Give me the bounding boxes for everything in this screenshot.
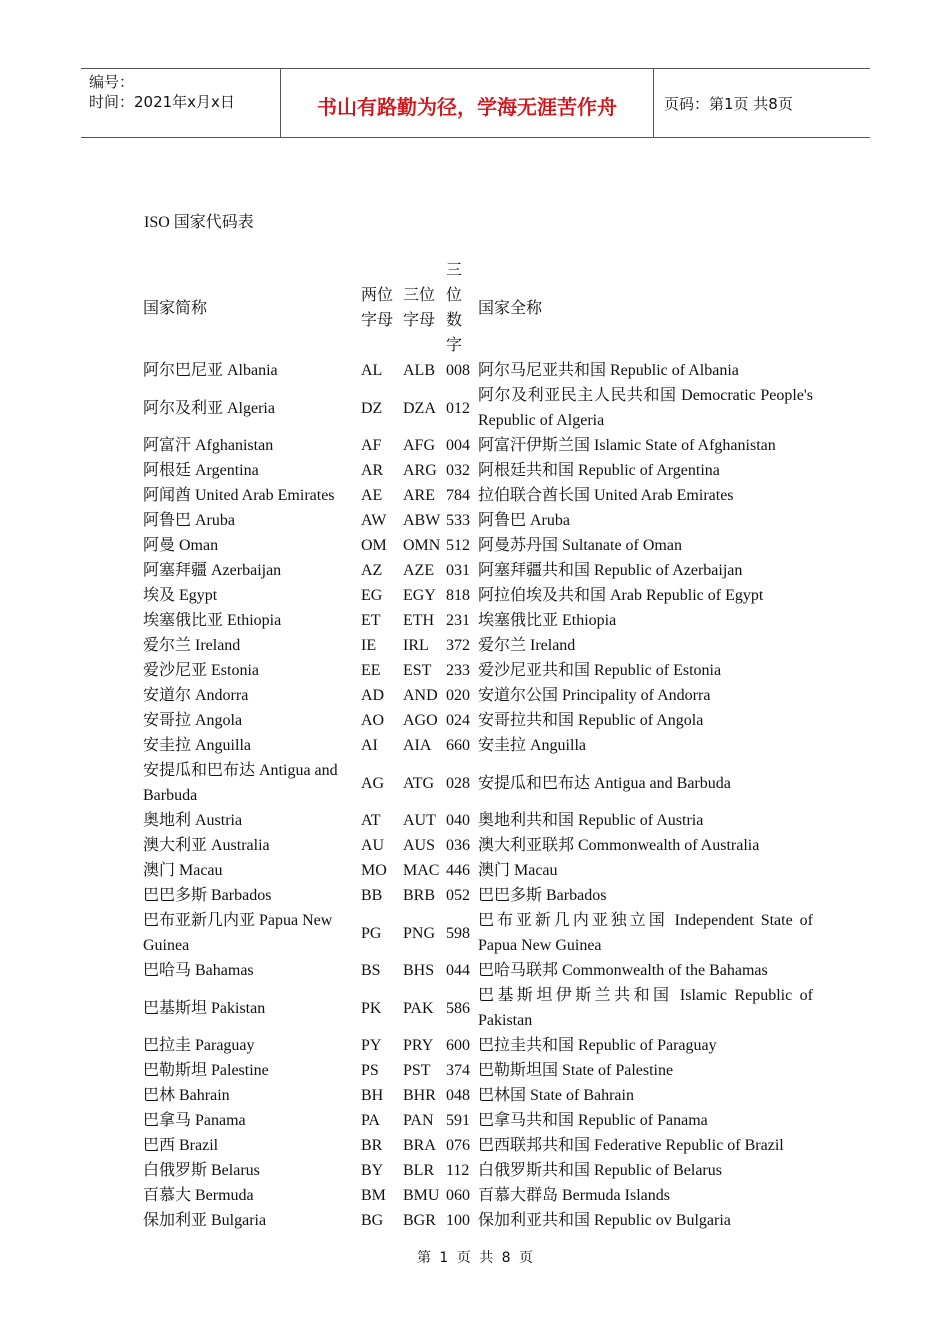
- header-numeric: 三位数字: [446, 262, 463, 354]
- cell-alpha3: ARE: [403, 487, 435, 504]
- cell-full-name: 巴勒斯坦国 State of Palestine: [478, 1062, 674, 1079]
- cell-alpha3: IRL: [403, 637, 429, 654]
- cell-alpha2: AI: [361, 737, 378, 754]
- header-short-name: 国家简称: [143, 299, 208, 317]
- cell-alpha2: AW: [361, 512, 387, 529]
- cell-short-name: 阿闻酋 United Arab Emirates: [143, 487, 335, 504]
- cell-short-name: 爱沙尼亚 Estonia: [143, 662, 259, 679]
- cell-numeric: 231: [446, 612, 470, 629]
- cell-numeric: 591: [446, 1112, 470, 1129]
- cell-alpha2: PS: [361, 1062, 379, 1079]
- cell-alpha3: EST: [403, 662, 432, 679]
- document-title: ISO 国家代码表: [144, 214, 254, 231]
- cell-alpha2: AE: [361, 487, 383, 504]
- cell-alpha2: BM: [361, 1187, 386, 1204]
- cell-short-name: 阿鲁巴 Aruba: [143, 512, 235, 529]
- header-alpha3: 三位字母: [403, 287, 436, 329]
- cell-numeric: 784: [446, 487, 470, 504]
- page-footer: 第 1 页 共 8 页: [416, 1250, 534, 1266]
- cell-full-name: 巴拉圭共和国 Republic of Paraguay: [478, 1037, 717, 1054]
- cell-full-name: 澳大利亚联邦 Commonwealth of Australia: [478, 837, 760, 854]
- cell-short-name: 安哥拉 Angola: [143, 712, 243, 729]
- cell-full-name: 阿根廷共和国 Republic of Argentina: [478, 462, 720, 479]
- table-row: [143, 983, 813, 1033]
- cell-short-name: 澳大利亚 Australia: [143, 837, 270, 854]
- cell-alpha2: BH: [361, 1087, 384, 1104]
- cell-alpha2: PY: [361, 1037, 382, 1054]
- cell-numeric: 040: [446, 812, 470, 829]
- cell-alpha2: DZ: [361, 399, 383, 417]
- table-row: [143, 1208, 813, 1233]
- cell-short-name: 奥地利 Austria: [143, 812, 243, 829]
- cell-alpha2: AZ: [361, 562, 383, 579]
- cell-alpha2: OM: [361, 537, 387, 554]
- cell-numeric: 600: [446, 1037, 470, 1054]
- serial-label: 编号：: [89, 73, 135, 91]
- cell-alpha3: AND: [403, 687, 438, 704]
- cell-numeric: 060: [446, 1187, 470, 1204]
- cell-full-name: 奥地利共和国 Republic of Austria: [478, 812, 704, 829]
- table-row: [143, 533, 813, 558]
- cell-full-name: 巴林国 State of Bahrain: [478, 1087, 634, 1104]
- cell-alpha3: OMN: [403, 537, 441, 554]
- table-row: [143, 758, 813, 808]
- cell-short-name: 安圭拉 Anguilla: [143, 737, 251, 754]
- cell-short-name: 巴哈马 Bahamas: [143, 962, 254, 979]
- page-header: [81, 68, 870, 138]
- table-row: [143, 808, 813, 833]
- header-alpha2: 两位字母: [361, 287, 394, 329]
- cell-alpha2: BB: [361, 887, 383, 904]
- cell-full-name: 拉伯联合酋长国 United Arab Emirates: [478, 487, 734, 504]
- cell-alpha3: AIA: [403, 737, 432, 754]
- cell-full-name: 百慕大群岛 Bermuda Islands: [478, 1187, 670, 1204]
- cell-numeric: 586: [446, 999, 470, 1017]
- table-row: [143, 358, 813, 383]
- cell-full-name: 阿鲁巴 Aruba: [478, 512, 570, 529]
- cell-numeric: 818: [446, 587, 470, 604]
- cell-numeric: 020: [446, 687, 470, 704]
- cell-short-name: 阿曼 Oman: [143, 537, 219, 554]
- table-row: [143, 508, 813, 533]
- header-page-info: 页码：第1页 共8页: [664, 94, 793, 113]
- cell-full-name: 保加利亚共和国 Republic ov Bulgaria: [478, 1212, 731, 1229]
- cell-short-name: 阿尔及利亚 Algeria: [143, 399, 275, 417]
- cell-short-name: 巴巴多斯 Barbados: [143, 887, 272, 904]
- table-row: [143, 1108, 813, 1133]
- cell-alpha2: AD: [361, 687, 385, 704]
- table-body: [143, 358, 813, 1233]
- cell-numeric: 004: [446, 437, 470, 454]
- table-row: [143, 1083, 813, 1108]
- table-row: [143, 1058, 813, 1083]
- cell-full-name: 阿塞拜疆共和国 Republic of Azerbaijan: [478, 562, 743, 579]
- cell-numeric: 372: [446, 637, 470, 654]
- cell-numeric: 008: [446, 362, 470, 379]
- cell-alpha3: BMU: [403, 1187, 440, 1204]
- cell-full-name: 安提瓜和巴布达 Antigua and Barbuda: [478, 774, 731, 792]
- cell-short-name: 澳门 Macau: [143, 862, 223, 879]
- cell-short-name: 百慕大 Bermuda: [143, 1187, 254, 1204]
- cell-numeric: 374: [446, 1062, 470, 1079]
- cell-alpha2: AL: [361, 362, 383, 379]
- cell-alpha3: ALB: [403, 362, 435, 379]
- cell-short-name: 安提瓜和巴布达 Antigua and Barbuda: [143, 762, 338, 804]
- cell-alpha3: PNG: [403, 924, 436, 942]
- cell-short-name: 巴基斯坦 Pakistan: [143, 999, 266, 1017]
- cell-full-name: 埃塞俄比亚 Ethiopia: [478, 612, 617, 629]
- cell-full-name: 爱尔兰 Ireland: [478, 637, 576, 654]
- header-full-name: 国家全称: [478, 299, 543, 317]
- cell-full-name: 阿富汗伊斯兰国 Islamic State of Afghanistan: [478, 437, 776, 454]
- table-row: [143, 683, 813, 708]
- cell-alpha2: EE: [361, 662, 381, 679]
- cell-short-name: 巴勒斯坦 Palestine: [143, 1062, 269, 1079]
- cell-full-name: 巴哈马联邦 Commonwealth of the Bahamas: [478, 962, 768, 979]
- cell-full-name: 阿尔马尼亚共和国 Republic of Albania: [478, 362, 739, 379]
- cell-alpha2: AT: [361, 812, 381, 829]
- cell-alpha3: PST: [403, 1062, 431, 1079]
- cell-numeric: 032: [446, 462, 470, 479]
- cell-alpha2: AU: [361, 837, 385, 854]
- cell-full-name: 安道尔公国 Principality of Andorra: [478, 687, 711, 704]
- cell-numeric: 598: [446, 924, 470, 942]
- cell-full-name: 巴基斯坦伊斯兰共和国 Islamic Republic of Pakistan: [478, 987, 813, 1029]
- table-row: [143, 658, 813, 683]
- cell-short-name: 阿塞拜疆 Azerbaijan: [143, 562, 282, 579]
- cell-numeric: 533: [446, 512, 470, 529]
- cell-alpha3: PRY: [403, 1037, 434, 1054]
- cell-alpha3: AFG: [403, 437, 436, 454]
- table-row: [143, 733, 813, 758]
- cell-alpha3: BGR: [403, 1212, 436, 1229]
- table-row: [143, 1033, 813, 1058]
- table-row: [143, 383, 813, 433]
- cell-short-name: 埃塞俄比亚 Ethiopia: [143, 612, 282, 629]
- country-code-table: [143, 258, 813, 1233]
- cell-numeric: 076: [446, 1137, 470, 1154]
- cell-alpha3: AUS: [403, 837, 436, 854]
- cell-short-name: 安道尔 Andorra: [143, 687, 249, 704]
- cell-alpha3: BLR: [403, 1162, 435, 1179]
- cell-alpha3: BRB: [403, 887, 436, 904]
- cell-numeric: 512: [446, 537, 470, 554]
- cell-short-name: 巴拉圭 Paraguay: [143, 1037, 255, 1054]
- table-row: [143, 833, 813, 858]
- cell-full-name: 澳门 Macau: [478, 862, 558, 879]
- table-header-row: [143, 258, 813, 358]
- cell-short-name: 阿富汗 Afghanistan: [143, 437, 274, 454]
- cell-alpha2: BS: [361, 962, 381, 979]
- cell-alpha3: EGY: [403, 587, 436, 604]
- cell-alpha3: AGO: [403, 712, 438, 729]
- cell-full-name: 巴西联邦共和国 Federative Republic of Brazil: [478, 1137, 784, 1154]
- cell-alpha2: IE: [361, 637, 377, 654]
- cell-alpha3: ARG: [403, 462, 437, 479]
- cell-full-name: 阿尔及利亚民主人民共和国 Democratic People's Republic of Algeria: [478, 387, 813, 429]
- cell-alpha3: DZA: [403, 399, 436, 417]
- table-row: [143, 608, 813, 633]
- cell-numeric: 028: [446, 774, 470, 792]
- cell-alpha2: MO: [361, 862, 387, 879]
- table-row: [143, 708, 813, 733]
- cell-alpha3: ABW: [403, 512, 441, 529]
- cell-short-name: 白俄罗斯 Belarus: [143, 1162, 260, 1179]
- table-row: [143, 908, 813, 958]
- cell-alpha2: PA: [361, 1112, 380, 1129]
- cell-alpha2: BR: [361, 1137, 383, 1154]
- table-row: [143, 483, 813, 508]
- header-motto: 书山有路勤为径，学海无涯苦作舟: [281, 69, 654, 137]
- cell-numeric: 012: [446, 399, 470, 417]
- cell-alpha2: BG: [361, 1212, 384, 1229]
- cell-numeric: 031: [446, 562, 470, 579]
- cell-numeric: 446: [446, 862, 470, 879]
- cell-short-name: 阿尔巴尼亚 Albania: [143, 362, 278, 379]
- table-row: [143, 958, 813, 983]
- header-meta: [81, 69, 281, 137]
- cell-short-name: 保加利亚 Bulgaria: [143, 1212, 267, 1229]
- cell-numeric: 660: [446, 737, 470, 754]
- cell-numeric: 100: [446, 1212, 470, 1229]
- cell-alpha3: PAN: [403, 1112, 434, 1129]
- cell-alpha2: AO: [361, 712, 385, 729]
- cell-full-name: 巴巴多斯 Barbados: [478, 887, 607, 904]
- cell-numeric: 036: [446, 837, 470, 854]
- cell-alpha3: BRA: [403, 1137, 436, 1154]
- cell-alpha3: PAK: [403, 999, 434, 1017]
- cell-numeric: 044: [446, 962, 470, 979]
- cell-alpha2: ET: [361, 612, 381, 629]
- cell-alpha2: EG: [361, 587, 383, 604]
- cell-short-name: 爱尔兰 Ireland: [143, 637, 241, 654]
- cell-full-name: 巴拿马共和国 Republic of Panama: [478, 1112, 708, 1129]
- cell-numeric: 052: [446, 887, 470, 904]
- cell-full-name: 安哥拉共和国 Republic of Angola: [478, 712, 704, 729]
- table-row: [143, 558, 813, 583]
- table-row: [143, 1158, 813, 1183]
- cell-alpha2: AF: [361, 437, 382, 454]
- cell-alpha3: BHS: [403, 962, 435, 979]
- cell-alpha2: PK: [361, 999, 382, 1017]
- table-row: [143, 1133, 813, 1158]
- cell-full-name: 白俄罗斯共和国 Republic of Belarus: [478, 1162, 722, 1179]
- cell-alpha2: AG: [361, 774, 385, 792]
- cell-numeric: 048: [446, 1087, 470, 1104]
- cell-short-name: 巴西 Brazil: [143, 1137, 219, 1154]
- table-row: [143, 583, 813, 608]
- cell-alpha3: AUT: [403, 812, 436, 829]
- cell-alpha3: ATG: [403, 774, 435, 792]
- table-row: [143, 1183, 813, 1208]
- cell-short-name: 巴拿马 Panama: [143, 1112, 246, 1129]
- cell-full-name: 安圭拉 Anguilla: [478, 737, 586, 754]
- table-row: [143, 458, 813, 483]
- cell-alpha2: PG: [361, 924, 382, 942]
- cell-alpha2: AR: [361, 462, 384, 479]
- cell-alpha3: AZE: [403, 562, 435, 579]
- cell-full-name: 巴布亚新几内亚独立国 Independent State of Papua New Guinea: [478, 912, 813, 954]
- table-row: [143, 433, 813, 458]
- cell-full-name: 阿曼苏丹国 Sultanate of Oman: [478, 537, 682, 554]
- cell-short-name: 埃及 Egypt: [143, 587, 218, 604]
- table-row: [143, 633, 813, 658]
- cell-short-name: 阿根廷 Argentina: [143, 462, 259, 479]
- cell-full-name: 爱沙尼亚共和国 Republic of Estonia: [478, 662, 722, 679]
- cell-numeric: 233: [446, 662, 470, 679]
- cell-alpha3: ETH: [403, 612, 435, 629]
- table-row: [143, 858, 813, 883]
- cell-alpha2: BY: [361, 1162, 384, 1179]
- time-label: 时间：2021年x月x日: [89, 93, 235, 111]
- cell-numeric: 024: [446, 712, 470, 729]
- table-row: [143, 883, 813, 908]
- cell-full-name: 阿拉伯埃及共和国 Arab Republic of Egypt: [478, 587, 764, 604]
- cell-alpha3: MAC: [403, 862, 440, 879]
- cell-short-name: 巴布亚新几内亚 Papua New Guinea: [143, 912, 333, 954]
- cell-short-name: 巴林 Bahrain: [143, 1087, 230, 1104]
- cell-numeric: 112: [446, 1162, 470, 1179]
- cell-alpha3: BHR: [403, 1087, 436, 1104]
